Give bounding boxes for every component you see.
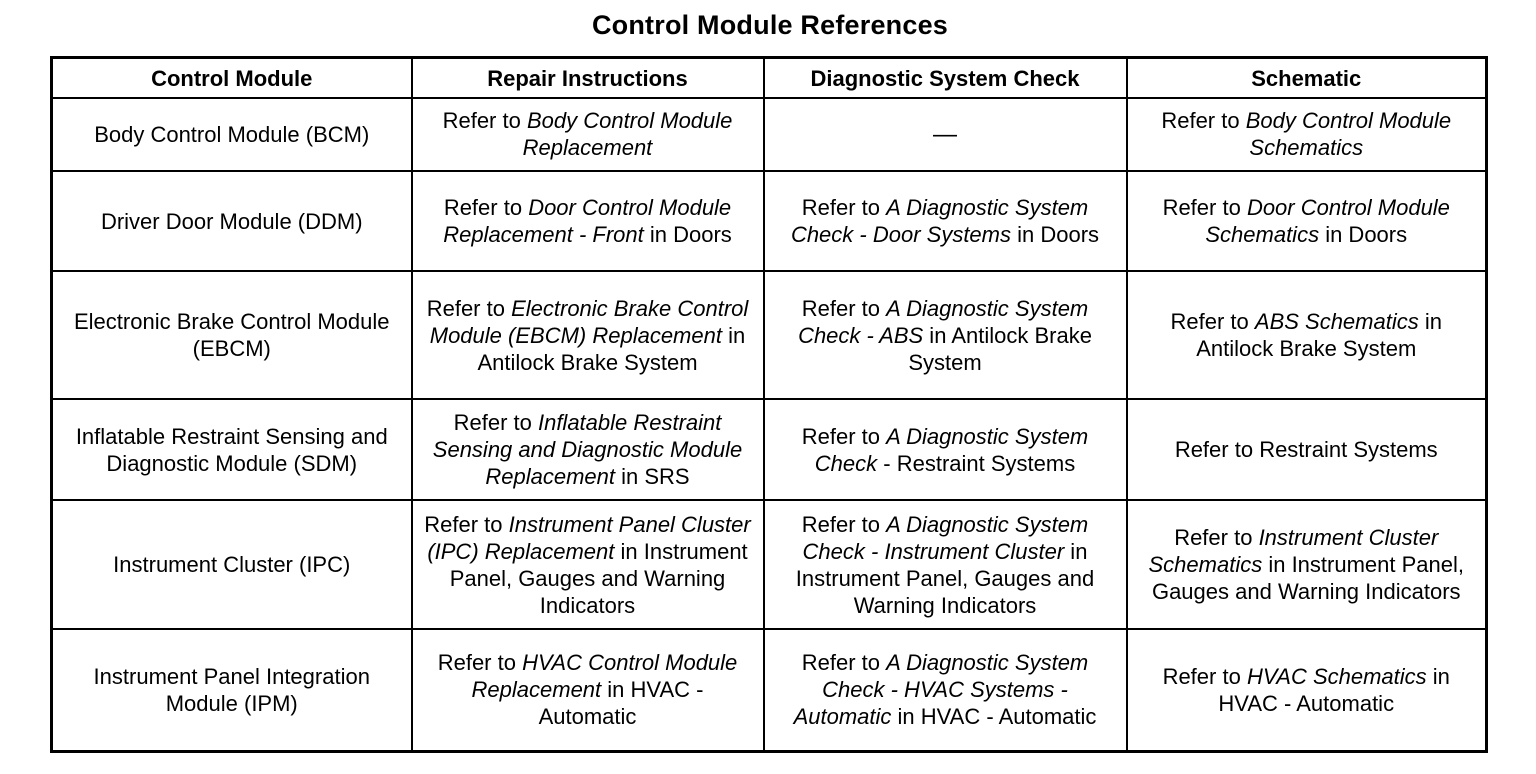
- diagnostic-link: A Diagnostic System Check: [814, 423, 1089, 476]
- module-cell: Electronic Brake Control Module (EBCM): [52, 271, 412, 399]
- table-row: [52, 171, 1487, 271]
- table-header-row: [52, 58, 1487, 99]
- table-row: [52, 271, 1487, 399]
- repair-cell: Refer to Body Control Module Replacement: [412, 98, 764, 171]
- header-control-module: Control Module: [52, 58, 412, 99]
- repair-cell: Refer to Inflatable Restraint Sensing and Diagnostic Module Replacement in SRS: [412, 399, 764, 500]
- repair-link: Inflatable Restraint Sensing and Diagnostic Module Replacement: [432, 410, 743, 490]
- repair-cell: Refer to Electronic Brake Control Module (EBCM) Replacement in Antilock Brake System: [412, 271, 764, 399]
- repair-link: Electronic Brake Control Module (EBCM) Replacement: [429, 295, 749, 348]
- module-cell: Inflatable Restraint Sensing and Diagnostic Module (SDM): [52, 399, 412, 500]
- diagnostic-link: A Diagnostic System Check - Instrument Cluster: [802, 511, 1089, 564]
- table-row: [52, 399, 1487, 500]
- repair-link: Instrument Panel Cluster (IPC) Replacement: [427, 511, 751, 564]
- repair-link: HVAC Control Module Replacement: [471, 650, 738, 703]
- table-row: [52, 629, 1487, 752]
- repair-cell: Refer to Instrument Panel Cluster (IPC) Replacement in Instrument Panel, Gauges and Warning Indicators: [412, 500, 764, 629]
- module-cell: Body Control Module (BCM): [52, 98, 412, 171]
- header-repair-instructions: Repair Instructions: [412, 58, 764, 99]
- diagnostic-cell: [764, 98, 1127, 171]
- module-cell: Instrument Panel Integration Module (IPM): [52, 629, 412, 752]
- schematic-link: Body Control Module Schematics: [1245, 108, 1452, 161]
- schematic-cell: Refer to Restraint Systems: [1127, 399, 1487, 500]
- schematic-cell: Refer to Body Control Module Schematics: [1127, 98, 1487, 171]
- table-row: [52, 98, 1487, 171]
- table-row: [52, 500, 1487, 629]
- repair-link: Body Control Module Replacement: [522, 108, 733, 161]
- module-cell: Driver Door Module (DDM): [52, 171, 412, 271]
- diagnostic-link: A Diagnostic System Check - HVAC Systems - Automatic: [793, 650, 1089, 730]
- empty-dash: —: [933, 120, 957, 148]
- diagnostic-cell: Refer to A Diagnostic System Check - Restraint Systems: [764, 399, 1127, 500]
- control-module-table: [50, 56, 1488, 753]
- schematic-cell: Refer to Door Control Module Schematics in Doors: [1127, 171, 1487, 271]
- schematic-link: Instrument Cluster Schematics: [1148, 525, 1439, 578]
- repair-cell: Refer to Door Control Module Replacement - Front in Doors: [412, 171, 764, 271]
- schematic-cell: Refer to Instrument Cluster Schematics in Instrument Panel, Gauges and Warning Indicators: [1127, 500, 1487, 629]
- header-schematic: Schematic: [1127, 58, 1487, 99]
- module-cell: Instrument Cluster (IPC): [52, 500, 412, 629]
- schematic-link: ABS Schematics: [1254, 309, 1419, 335]
- page-title: Control Module References: [591, 10, 949, 40]
- diagnostic-cell: Refer to A Diagnostic System Check - ABS in Antilock Brake System: [764, 271, 1127, 399]
- diagnostic-cell: Refer to A Diagnostic System Check - HVAC Systems - Automatic in HVAC - Automatic: [764, 629, 1127, 752]
- diagnostic-link: A Diagnostic System Check - Door Systems: [790, 195, 1089, 248]
- schematic-link: HVAC Schematics: [1246, 663, 1427, 689]
- diagnostic-cell: Refer to A Diagnostic System Check - Door Systems in Doors: [764, 171, 1127, 271]
- schematic-cell: Refer to HVAC Schematics in HVAC - Automatic: [1127, 629, 1487, 752]
- schematic-cell: Refer to ABS Schematics in Antilock Brake System: [1127, 271, 1487, 399]
- schematic-link: Door Control Module Schematics: [1205, 195, 1450, 248]
- repair-link: Door Control Module Replacement - Front: [443, 195, 732, 248]
- header-diagnostic-system-check: Diagnostic System Check: [764, 58, 1127, 99]
- diagnostic-link: A Diagnostic System Check - ABS: [798, 295, 1089, 348]
- repair-cell: Refer to HVAC Control Module Replacement in HVAC - Automatic: [412, 629, 764, 752]
- diagnostic-cell: Refer to A Diagnostic System Check - Instrument Cluster in Instrument Panel, Gauges and Warning Indicators: [764, 500, 1127, 629]
